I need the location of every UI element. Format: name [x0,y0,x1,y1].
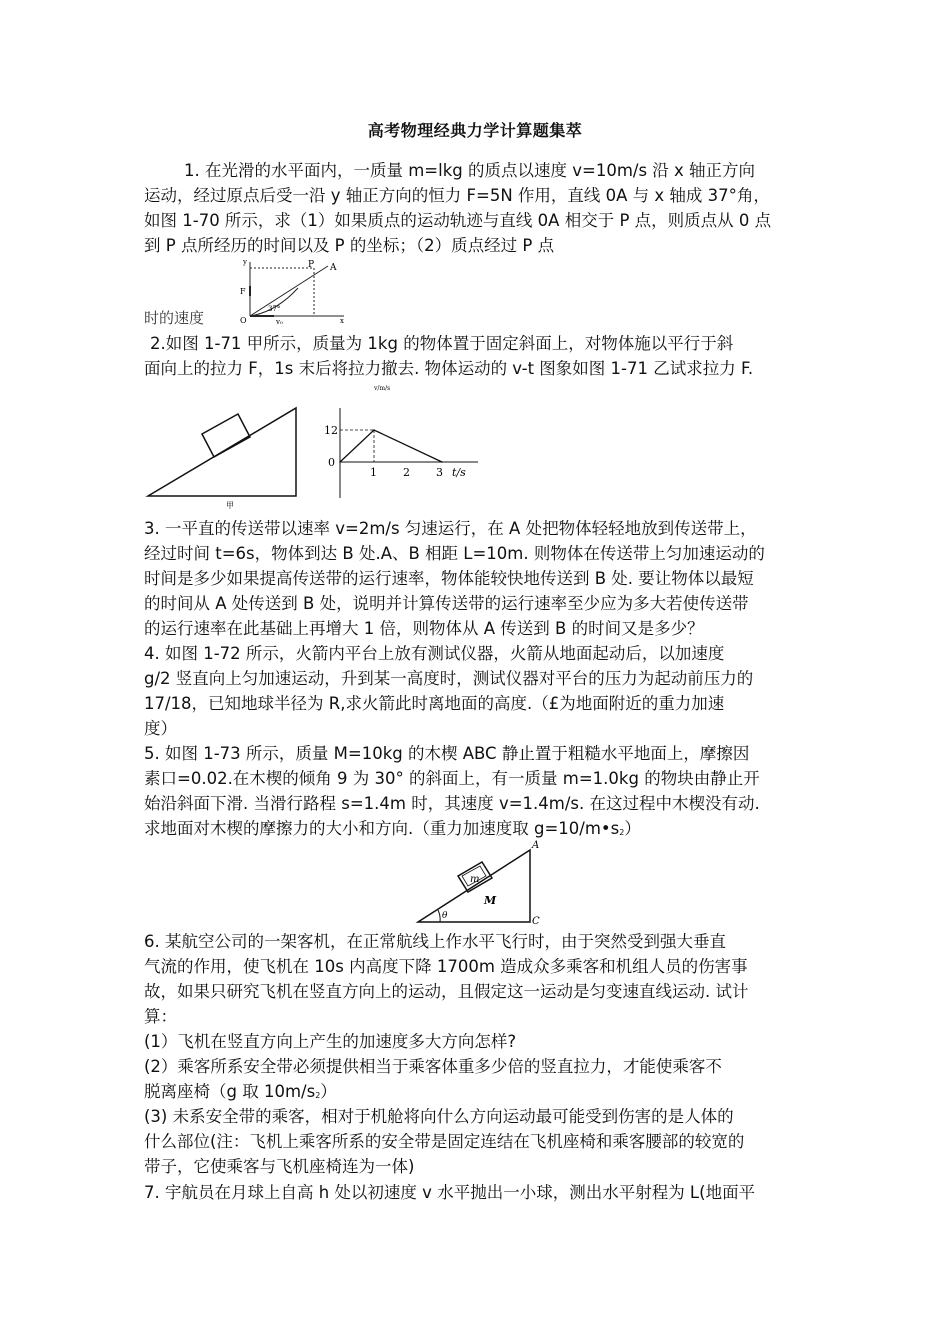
figure-1-71-vt-chart [322,380,482,502]
text-segment: 脱离座椅（g 取 10m/s [144,1082,316,1101]
angle-label: 37° [268,305,281,313]
vt-chart [322,380,482,502]
document-title: 高考物理经典力学计算题集萃 [367,121,583,140]
y-tick-label: 12 [324,424,338,437]
text-line: 6. 某航空公司的一架客机，在正常航线上作水平飞行时，由于突然受到强大垂直 [144,932,726,951]
text-line: 经过时间 t=6s，物体到达 B 处.A、B 相距 L=10m. 则物体在传送带上匀加速运动的 [144,544,765,563]
sub-question-2: (2）乘客所系安全带必须提供相当于乘客体重多少倍的竖直拉力，才能使乘客不 [144,1057,722,1076]
vertex-c-label: C [532,916,540,926]
question-7 [144,1180,814,1205]
sub-question-1: (1）飞机在竖直方向上产生的加速度多大方向怎样? [144,1032,517,1051]
sub-question-3: (3) 未系安全带的乘客，相对于机舱将向什么方向运动最可能受到伤害的是人体的 [144,1107,734,1126]
text-line: 如图 1-70 所示，求（1）如果质点的运动轨迹与直线 0A 相交于 P 点，则质点从 0 点 [144,211,772,230]
question-2-cont [144,356,814,381]
text-segment: 求地面对木楔的摩擦力的大小和方向.（重力加速度取 g=10/m•s [144,819,620,838]
origin-label: O [240,316,247,324]
text-line: 17/18，已知地球半径为 R,求火箭此时离地面的高度.（£为地面附近的重力加速 [144,694,725,713]
force-label: F [240,287,246,296]
text-line: g/2 竖直向上匀加速运动，升到某一高度时，测试仪器对平台的压力为起动前压力的 [144,669,754,688]
text-line: 始沿斜面下滑. 当滑行路程 s=1.4m 时，其速度 v=1.4m/s. 在这过程中木楔没有动. [144,794,760,813]
question-4 [144,641,814,741]
text-line: 带子，它使乘客与飞机座椅连为一体) [144,1157,415,1176]
velocity-label: v₀ [276,318,283,324]
question-3 [144,516,814,641]
text-line: 运动，经过原点后受一沿 y 轴正方向的恒力 F=5N 作用，直线 0A 与 x 轴成 37°角， [144,186,770,205]
y-tick-label: 0 [328,456,335,469]
text-segment: ） [320,1082,337,1101]
v-axis-label: v/m/s [374,385,391,392]
figure-caption: 甲 [226,501,234,510]
x-axis-label: t/s [452,466,466,479]
text-line: 1. 在光滑的水平面内，一质量 m=lkg 的质点以速度 v=10m/s 沿 x 轴正方向 [184,161,756,180]
data-point [441,461,443,463]
angle-label: θ [442,911,448,921]
block-mass-label: m [470,874,480,885]
text-line-with-subscript [144,1079,814,1104]
x-tick-label: 1 [370,466,377,479]
text-line: 什么部位(注：飞机上乘客所系的安全带是固定连结在飞机座椅和乘客腰部的较宽的 [144,1132,745,1151]
text-segment: ） [624,819,641,838]
figure-1-71-incline [144,400,304,510]
text-line: 素口=0.02.在木楔的倾角 9 为 30° 的斜面上，有一质量 m=1.0kg 的物块由静止开 [144,769,760,788]
text-line: 面向上的拉力 F，1s 末后将拉力撤去. 物体运动的 v-t 图象如图 1-71 乙试求拉力 F. [144,359,754,378]
point-a-label: A [330,263,337,273]
vertex-a-label: A [532,840,540,851]
figure-1-73 [414,838,552,926]
wedge-mass-label: M [484,894,497,907]
subscript: 2 [315,1091,321,1100]
series-line [340,430,442,462]
text-line: 5. 如图 1-73 所示，质量 M=10kg 的木楔 ABC 静止置于粗糙水平地面上，摩擦因 [144,744,750,763]
text-line: 到 P 点所经历的时间以及 P 的坐标；（2）质点经过 P 点 [144,236,555,255]
question-2 [150,331,820,356]
text-line: 气流的作用，使飞机在 10s 内高度下降 1700m 造成众多乘客和机组人员的伤害事 [144,957,748,976]
point-p-label: P [308,260,315,270]
data-point [373,429,375,431]
data-point [339,461,341,463]
x-axis-label: x [340,317,344,324]
text-line: 2.如图 1-71 甲所示，质量为 1kg 的物体置于固定斜面上，对物体施以平行于斜 [150,334,734,353]
text-line: 3. 一平直的传送带以速率 v=2m/s 匀速运行，在 A 处把物体轻轻地放到传送带上， [144,519,757,538]
question-5 [144,741,814,841]
question-1-tail: 时的速度 [144,309,205,327]
question-1 [144,158,814,258]
text-line: 故，如果只研究飞机在竖直方向上的运动，且假定这一运动是匀变速直线运动. 试计 [144,982,749,1001]
text-line: 4. 如图 1-72 所示，火箭内平台上放有测试仪器，火箭从地面起动后，以加速度 [144,644,725,663]
text-line: 算： [144,1007,177,1026]
x-tick-label: 2 [403,466,410,479]
text-line: 的运行速率在此基础上再增大 1 倍，则物体从 A 传送到 B 的时间又是多少？ [144,619,704,638]
y-axis-label: y [243,258,247,266]
text-line: 7. 宇航员在月球上自高 h 处以初速度 v 水平抛出一小球，测出水平射程为 L(地面平 [144,1183,756,1202]
question-6 [144,929,814,1179]
text-line: 的时间从 A 处传送到 B 处，说明并计算传送带的运行速率至少应为多大若使传送带 [144,594,749,613]
text-line: 时间是多少如果提高传送带的运行速率，物体能较快地传送到 B 处. 要让物体以最短 [144,569,754,588]
text-line: 度） [144,719,177,738]
subscript: 2 [619,828,625,837]
x-tick-label: 3 [436,466,443,479]
